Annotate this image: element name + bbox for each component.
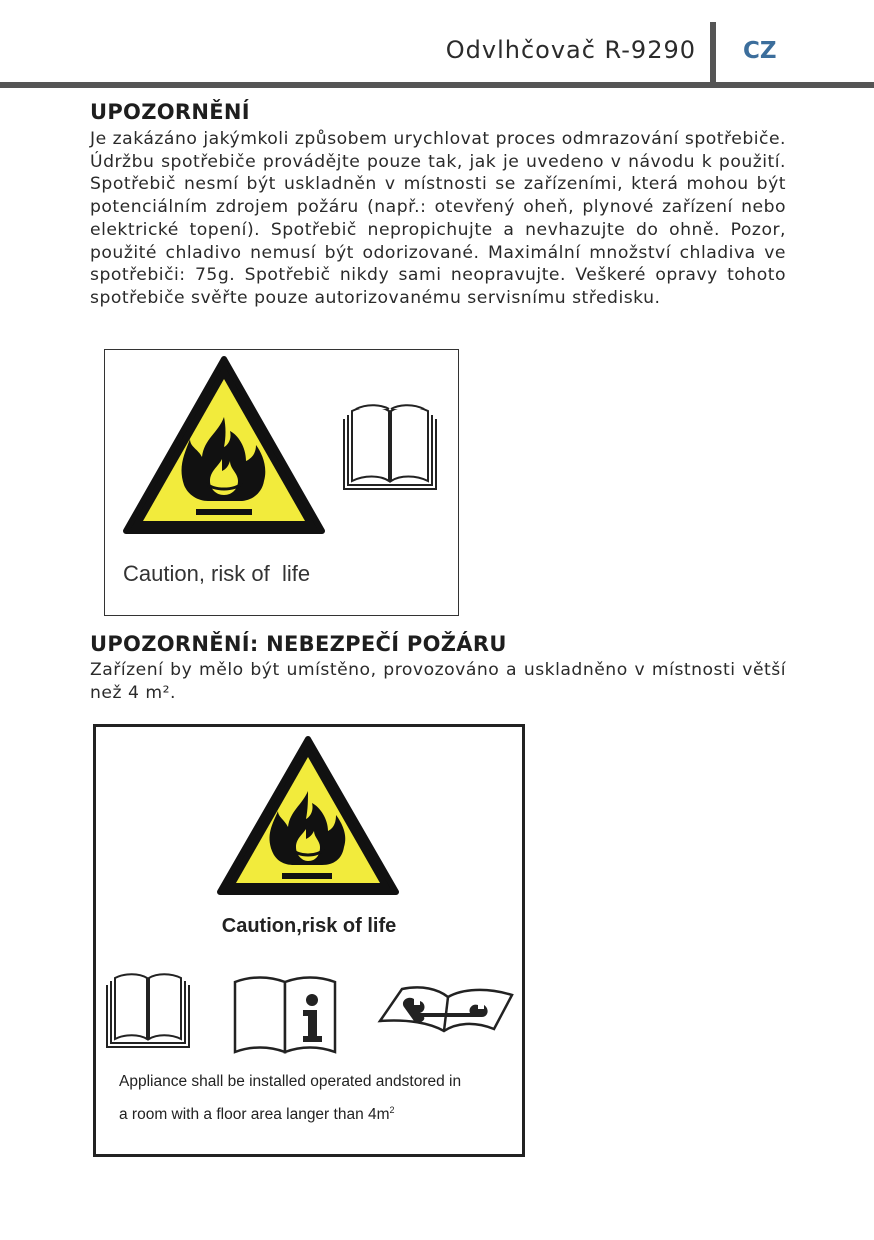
flammable-warning-icon <box>216 735 400 897</box>
label-caption: Caution,risk of life <box>221 915 397 937</box>
label-caption: Caution, risk of life <box>123 561 311 586</box>
placement-note-line2: a room with a floor area langer than 4m <box>119 1106 390 1124</box>
manual-book-icon <box>342 405 438 491</box>
header-divider <box>710 22 716 82</box>
service-manual-icon <box>378 985 514 1035</box>
safety-label-box <box>104 349 459 616</box>
info-manual-icon <box>233 976 337 1054</box>
header-rule <box>0 82 874 88</box>
flammable-warning-icon <box>122 355 326 537</box>
manual-book-icon <box>105 973 191 1049</box>
warning-paragraph: Je zakázáno jakýmkoli způsobem urychlovat proces odmrazování spotřebiče. Údržbu spotřebiče provádějte pouze tak, jak je uvedeno v návodu k použití. Spotřebič nesmí být uskladněn v místnosti se zařízeními, která mohou být potenciálním zdrojem požáru (např.: otevřený oheň, plynové zařízení nebo elektrické topení). Spotřebič nepropichujte a nevhazujte do ohně. Pozor, použité chladivo nemusí být odorizované. Maximální množství chladiva ve spotřebiči: 75g. Spotřebič nikdy sami neopravujte. Veškeré opravy tohoto spotřebiče svěřte pouze autorizovanému servisnímu středisku. <box>90 129 786 308</box>
section-heading-warning: UPOZORNĚNÍ <box>90 100 250 124</box>
document-title: Odvlhčovač R-9290 <box>445 36 696 64</box>
section-heading-fire-hazard: UPOZORNĚNÍ: NEBEZPEČÍ POŽÁRU <box>90 632 507 656</box>
superscript-2: 2 <box>389 1105 395 1115</box>
fire-hazard-paragraph: Zařízení by mělo být umístěno, provozováno a uskladněno v místnosti větší než 4 m². <box>90 660 786 703</box>
language-code: CZ <box>743 38 777 64</box>
placement-note <box>119 1067 509 1129</box>
placement-note-line1: Appliance shall be installed operated andstored in <box>119 1073 462 1090</box>
safety-label-box-large <box>93 724 525 1157</box>
